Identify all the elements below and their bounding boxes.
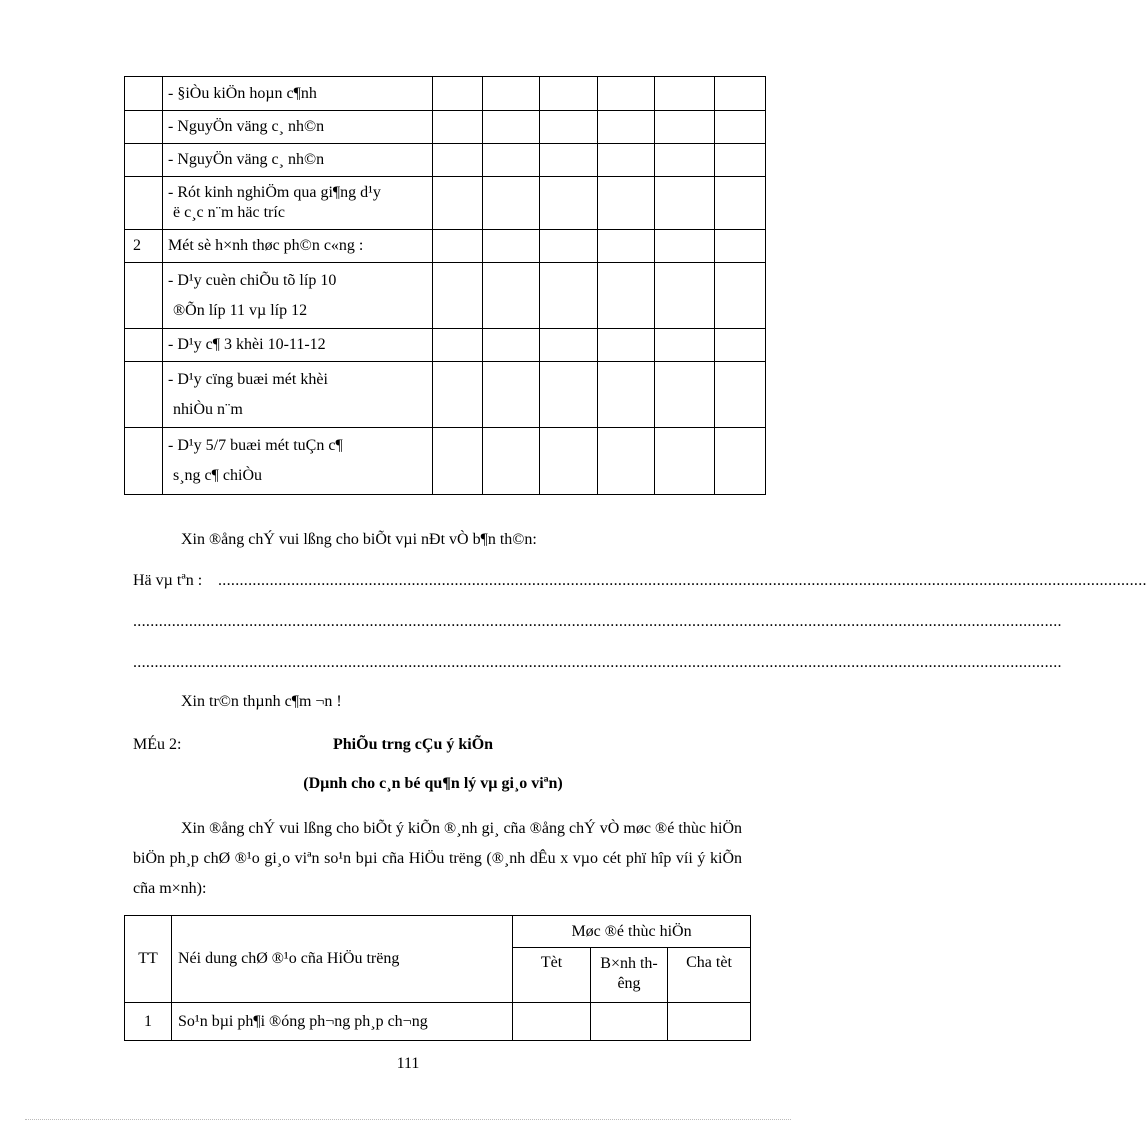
page-divider [25,1119,791,1120]
column-header-tt: TT [125,916,172,1003]
row-text: - D¹y c¶ 3 khèi 10-11-12 [163,329,433,362]
row-text: - Rót kinh nghiÖm qua gi¶ng d¹y ë c¸c n¨m häc tríc [163,177,433,230]
table-row [125,1003,751,1041]
row-text: - NguyÖn väng c¸ nh©n [163,111,433,144]
table-row [125,362,766,428]
table-row [125,111,766,144]
table-row [125,77,766,111]
table-row [125,329,766,362]
row-number [125,144,163,177]
column-header-group: Møc ®é thùc hiÖn [513,916,751,948]
row-number [125,177,163,230]
row-number [125,111,163,144]
row-content: So¹n bµi ph¶i ®óng ph¬ng ph¸p ch¬ng [172,1003,513,1041]
thanks-text: Xin tr©n thµnh c¶m ¬n ! [181,693,342,710]
table-row [125,144,766,177]
column-header-good: Tèt [513,948,591,1003]
form-instructions: Xin ®ång chÝ vui lßng cho biÕt ý kiÕn ®¸nh gi¸ cña ®ång chÝ vÒ møc ®é thùc hiÖn biÖn ph¸p chØ ®¹o gi¸o viªn so¹n bµi cña HiÖu trëng (®¸nh dÊu x vµo cét phï hîp víi ý kiÕn cña m×nh): [133,820,742,897]
row-text: - NguyÖn väng c¸ nh©n [163,144,433,177]
name-dotted-line: ........................................................................................................................................................................................................................ [218,572,1147,589]
criteria-table [124,76,766,495]
table-row [125,428,766,495]
table-row [125,263,766,329]
table-row [125,230,766,263]
row-number [125,362,163,428]
row-text: - D¹y cïng buæi mét khèi nhiÒu n¨m [163,362,433,428]
row-number: 2 [125,230,163,263]
page-number: 111 [396,1055,420,1072]
form-title: PhiÕu trng cÇu ý kiÕn [333,736,494,753]
dotted-line: ........................................................................................................................................................................................................................ [133,613,1062,630]
row-text: - D¹y cuèn chiÕu tõ líp 10 ®Õn líp 11 vµ líp 12 [163,263,433,329]
form-subtitle: (Dµnh cho c¸n bé qu¶n lý vµ gi¸o viªn) [303,775,563,792]
row-number [125,263,163,329]
column-header-content: Néi dung chØ ®¹o cña HiÖu trëng [172,916,513,1003]
name-field-label: Hä vµ tªn : [133,572,203,589]
dotted-line: ........................................................................................................................................................................................................................ [133,654,1062,671]
row-text: - D¹y 5/7 buæi mét tuÇn c¶ s¸ng c¶ chiÒu [163,428,433,495]
row-number: 1 [125,1003,172,1041]
table-row [125,177,766,230]
row-text: - §iÒu kiÖn hoµn c¶nh [163,77,433,111]
row-number [125,77,163,111]
form-label: MÉu 2: [133,736,182,753]
row-text: Mét sè h×nh thøc ph©n c«ng : [163,230,433,263]
column-header-bad: Cha tèt [668,948,751,1003]
row-number [125,428,163,495]
evaluation-table [124,915,751,1041]
info-request-text: Xin ®ång chÝ vui lßng cho biÕt vµi nÐt vÒ b¶n th©n: [181,531,537,548]
row-number [125,329,163,362]
table-header-row [125,916,751,948]
column-header-normal: B×nh thêng [591,948,668,1003]
